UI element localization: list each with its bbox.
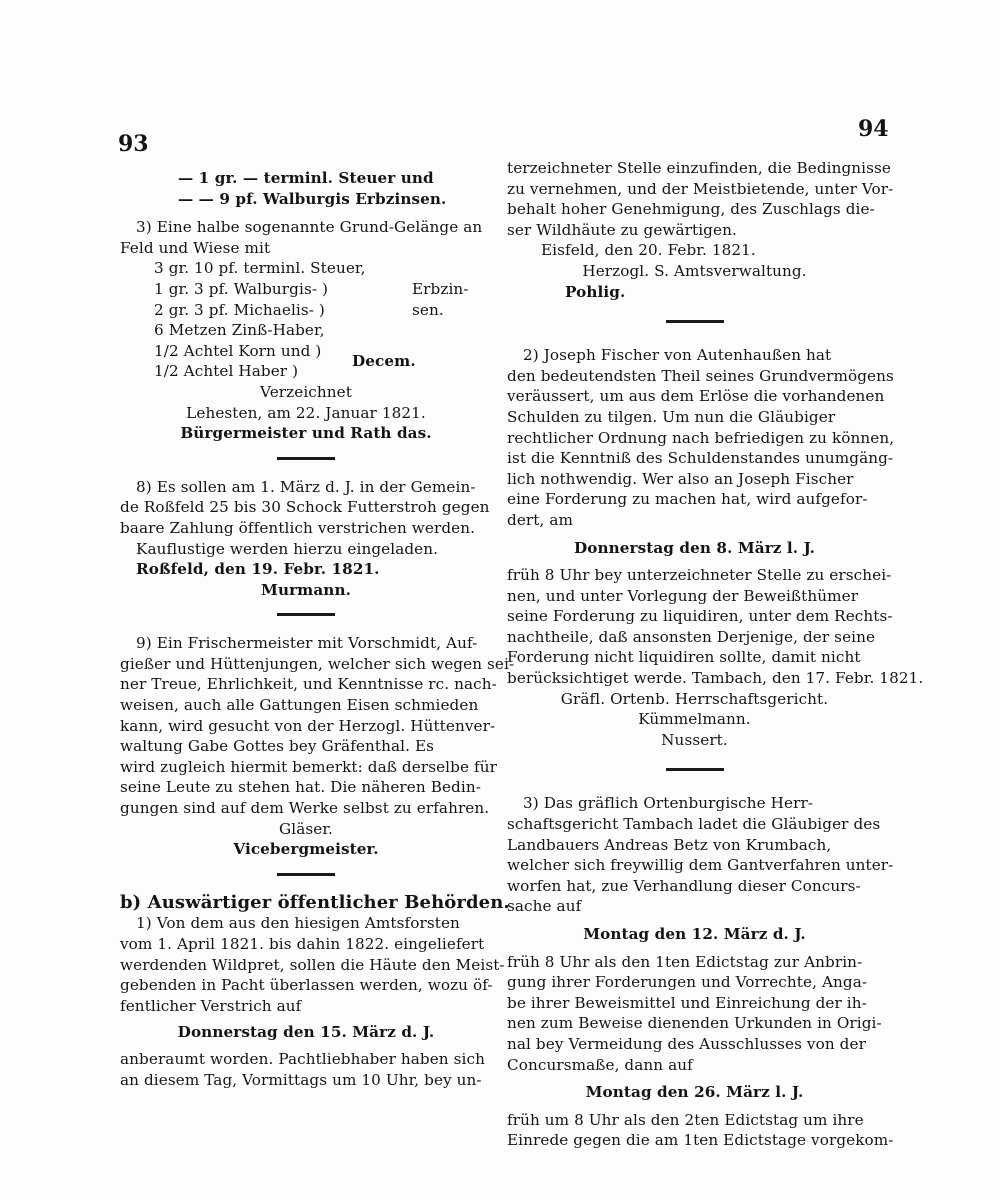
text-line: gießer und Hüttenjungen, welcher sich wegen sei- <box>120 654 515 673</box>
text-line: Gräfl. Ortenb. Herrschaftsgericht. <box>560 689 829 708</box>
text-line: behalt hoher Genehmigung, des Zuschlags die- <box>507 200 875 219</box>
text-line: 2) Joseph Fischer von Autenhaußen hat <box>523 346 832 365</box>
text-line: kann, wird gesucht von der Herzogl. Hüttenver- <box>120 716 496 735</box>
right-page-number: 94 <box>858 116 889 142</box>
right-column <box>507 158 924 1151</box>
brace-label: Decem. <box>352 351 416 370</box>
section-divider <box>277 613 335 616</box>
text-line: gungen sind auf dem Werke selbst zu erfahren. <box>120 799 490 818</box>
text-line: schaftsgericht Tambach ladet die Gläubiger des <box>507 815 881 834</box>
section-divider <box>277 873 335 876</box>
text-line: 3) Das gräflich Ortenburgische Herr- <box>523 794 814 813</box>
text-line: berücksichtiget werde. Tambach, den 17. Febr. 1821. <box>507 669 924 688</box>
text-line: Roßfeld, den 19. Febr. 1821. <box>136 560 380 579</box>
text-line: Nussert. <box>661 730 728 749</box>
text-line: Montag den 12. März d. J. <box>583 925 806 943</box>
text-line: werdenden Wildpret, sollen die Häute den Meist- <box>120 955 505 974</box>
text-line: rechtlicher Ordnung nach befriedigen zu können, <box>507 428 895 447</box>
text-line: Donnerstag den 15. März d. J. <box>177 1023 435 1042</box>
text-line: nen, und unter Vorlegung der Beweißthümer <box>507 586 859 605</box>
text-line: Bürgermeister und Rath das. <box>180 424 432 443</box>
text-line: nal bey Vermeidung des Ausschlusses von der <box>507 1034 866 1053</box>
text-line: zu vernehmen, und der Meistbietende, unter Vor- <box>507 179 894 198</box>
decem-group <box>120 341 492 382</box>
text-line: 1 gr. 3 pf. Walburgis- ) <box>154 279 329 298</box>
text-line: ner Treue, Ehrlichkeit, und Kenntnisse rc. nach- <box>120 675 497 694</box>
text-line: Murmann. <box>261 580 351 599</box>
text-line: fentlicher Verstrich auf <box>120 996 302 1015</box>
text-line: Landbauers Andreas Betz von Krumbach, <box>507 835 832 854</box>
text-line: Lehesten, am 22. Januar 1821. <box>186 403 426 422</box>
text-line: Herzogl. S. Amtsverwaltung. <box>582 261 807 280</box>
text-line: — 1 gr. — terminl. Steuer und <box>178 169 434 187</box>
text-line: 1/2 Achtel Haber ) <box>154 362 299 381</box>
text-line: Kauflustige werden hierzu eingeladen. <box>136 539 439 558</box>
text-line: Vicebergmeister. <box>233 840 379 859</box>
text-line: den bedeutendsten Theil seines Grundvermögens <box>507 366 894 385</box>
text-line: 1/2 Achtel Korn und ) <box>154 341 322 360</box>
text-line: 6 Metzen Zinß-Haber, <box>154 321 325 340</box>
left-column <box>120 168 515 1090</box>
left-page-number: 93 <box>118 131 149 157</box>
text-line: früh 8 Uhr als den 1ten Edictstag zur Anbrin- <box>507 952 863 971</box>
text-line: ser Wildhäute zu gewärtigen. <box>507 220 737 239</box>
text-line: sache auf <box>507 897 582 916</box>
text-line: nen zum Beweise dienenden Urkunden in Origi- <box>507 1014 882 1033</box>
text-line: an diesem Tag, Vormittags um 10 Uhr, bey un- <box>120 1070 482 1089</box>
text-line: Einrede gegen die am 1ten Edictstage vorgekom- <box>507 1131 894 1150</box>
section-heading: b) Auswärtiger öffentlicher Behörden. <box>120 891 510 913</box>
text-line: Pohlig. <box>565 282 626 301</box>
text-line: Eisfeld, den 20. Febr. 1821. <box>541 241 756 260</box>
text-line: eine Forderung zu machen hat, wird aufgefor- <box>507 490 868 509</box>
text-line: ist die Kenntniß des Schuldenstandes unumgäng- <box>507 449 894 468</box>
text-line: worfen hat, zue Verhandlung dieser Concurs- <box>507 876 861 895</box>
text-line: Montag den 26. März l. J. <box>585 1083 804 1102</box>
text-line: 8) Es sollen am 1. März d. J. in der Gemein- <box>136 477 476 496</box>
text-line: de Roßfeld 25 bis 30 Schock Futterstroh gegen <box>120 498 490 517</box>
text-line: Gläser. <box>279 819 333 838</box>
text-line: veräussert, um aus dem Erlöse die vorhandenen <box>507 387 885 406</box>
text-line: seine Forderung zu liquidiren, unter dem Rechts- <box>507 607 893 626</box>
text-line: gung ihrer Forderungen und Vorrechte, Anga- <box>507 973 868 992</box>
text-line: gebenden in Pacht überlassen werden, wozu öf- <box>120 976 493 995</box>
text-line: 3) Eine halbe sogenannte Grund-Gelänge an <box>136 218 483 237</box>
text-line: 2 gr. 3 pf. Michaelis- ) <box>154 300 325 319</box>
erbzinsen-group <box>120 279 492 320</box>
text-line: dert, am <box>507 510 573 529</box>
text-line: Feld und Wiese mit <box>120 238 271 257</box>
brace-label: sen. <box>412 300 444 319</box>
text-line: welcher sich freywillig dem Gantverfahren unter- <box>507 856 894 875</box>
text-line: Verzeichnet <box>260 382 352 401</box>
text-line: seine Leute zu stehen hat. Die näheren Bedin- <box>120 778 481 797</box>
text-line: Forderung nicht liquidiren sollte, damit nicht <box>507 648 861 667</box>
text-line: baare Zahlung öffentlich verstrichen werden. <box>120 518 476 537</box>
text-line: terzeichneter Stelle einzufinden, die Bedingnisse <box>507 159 892 177</box>
text-line: Schulden zu tilgen. Um nun die Gläubiger <box>507 407 836 426</box>
text-line: waltung Gabe Gottes bey Gräfenthal. Es <box>120 737 435 756</box>
section-divider <box>666 768 724 771</box>
text-line: Donnerstag den 8. März l. J. <box>573 538 816 557</box>
text-line: früh um 8 Uhr als den 2ten Edictstag um ihre <box>507 1110 864 1129</box>
text-line: weisen, auch alle Gattungen Eisen schmieden <box>120 696 479 715</box>
text-line: 1) Von dem aus den hiesigen Amtsforsten <box>136 914 460 933</box>
text-line: anberaumt worden. Pachtliebhaber haben sich <box>120 1049 485 1068</box>
brace-label: Erbzin- <box>412 279 469 298</box>
text-line: 3 gr. 10 pf. terminl. Steuer, <box>154 259 366 278</box>
text-line: Kümmelmann. <box>638 710 751 729</box>
text-line: nachtheile, daß ansonsten Derjenige, der seine <box>507 627 876 646</box>
text-line: wird zugleich hiermit bemerkt: daß derselbe für <box>120 757 497 776</box>
text-line: lich nothwendig. Wer also an Joseph Fischer <box>507 469 854 488</box>
text-line: früh 8 Uhr bey unterzeichneter Stelle zu erschei- <box>507 566 892 585</box>
section-divider <box>666 320 724 323</box>
text-line: 9) Ein Frischermeister mit Vorschmidt, Auf- <box>136 634 478 653</box>
text-line: vom 1. April 1821. bis dahin 1822. eingeliefert <box>120 935 485 953</box>
text-line: Concursmaße, dann auf <box>507 1055 693 1074</box>
section-divider <box>277 457 335 460</box>
text-line: — — 9 pf. Walburgis Erbzinsen. <box>178 189 447 208</box>
text-line: be ihrer Beweismittel und Einreichung der ih- <box>507 993 867 1012</box>
